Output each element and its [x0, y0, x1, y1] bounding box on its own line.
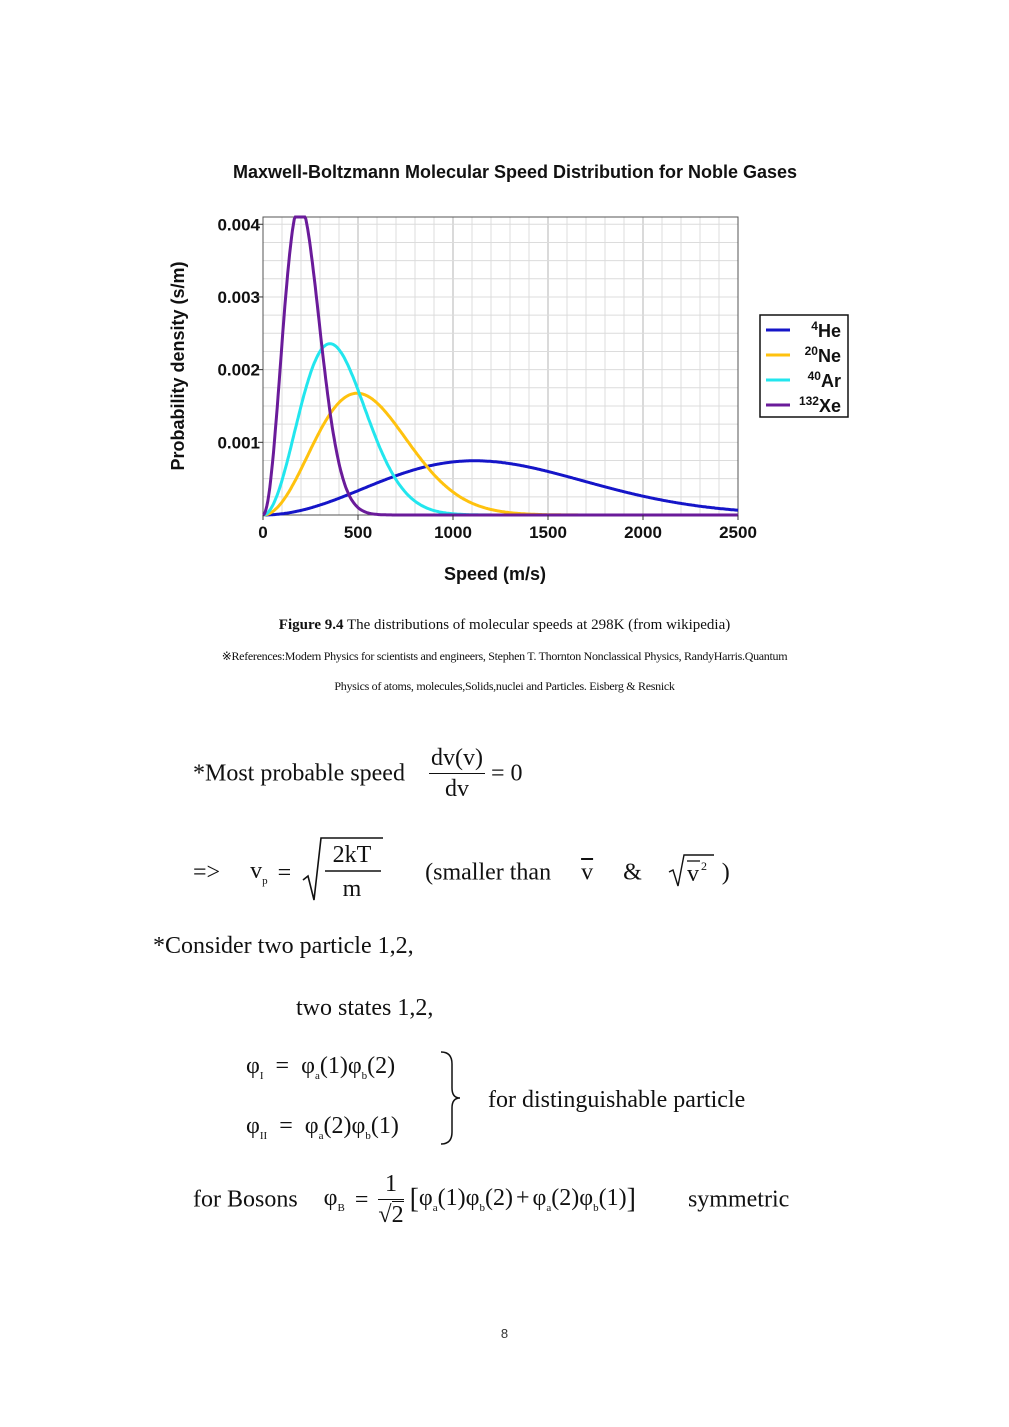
- phi-a-sub: a: [314, 1070, 320, 1082]
- x-axis-label: Speed (m/s): [443, 564, 547, 584]
- plot-frame: [263, 217, 738, 515]
- vp-subscript: p: [262, 874, 268, 887]
- bos-phi-1: φ: [418, 1184, 433, 1211]
- implies-arrow: =>: [193, 859, 221, 886]
- inv-sqrt2-denominator: [378, 1200, 403, 1227]
- y-tick-labels: [217, 215, 263, 452]
- rms-radical-icon: [668, 852, 716, 888]
- smaller-than-text: (smaller than: [425, 859, 552, 886]
- vp-equation: [193, 836, 730, 909]
- legend-label-ar: $^{40}$Ar: [807, 369, 841, 391]
- derivative-denominator: dv: [444, 776, 469, 802]
- bracket-close: ]: [626, 1183, 636, 1215]
- y-tick-label: 0.004: [217, 215, 260, 235]
- figure-label: Figure 9.4: [278, 617, 344, 633]
- sqrt-sign: [301, 836, 383, 909]
- bos-arg-3: (2): [551, 1184, 580, 1211]
- x-tick-label: 1500: [529, 523, 567, 542]
- phi-a-sub-2: a: [318, 1130, 324, 1142]
- phi-b-sub-2: b: [365, 1130, 371, 1142]
- x-tick-label: 2500: [719, 523, 757, 542]
- x-tick-label: 0: [258, 523, 268, 542]
- bosons-label: for Bosons: [193, 1186, 298, 1213]
- phi-B-sub: B: [337, 1201, 345, 1214]
- most-probable-label: *Most probable speed: [193, 760, 405, 787]
- y-tick-label: 0.003: [217, 287, 260, 307]
- vp-equals: =: [277, 859, 292, 886]
- figure-text: The distributions of molecular speeds at 298K (from wikipedia): [343, 617, 731, 633]
- legend-label-he: $^4$He: [811, 319, 841, 341]
- x-tick-label: 500: [343, 523, 373, 542]
- series-line-he: [263, 461, 738, 515]
- close-paren: ): [721, 859, 730, 886]
- derivative-numerator: dv(v): [429, 746, 485, 774]
- symmetric-label: symmetric: [687, 1186, 790, 1213]
- phi-I-equation: [246, 1054, 395, 1082]
- right-brace-icon: [438, 1050, 464, 1146]
- ampersand: &: [623, 859, 642, 886]
- legend-label-ne: $^{20}$Ne: [804, 344, 841, 366]
- vrms-symbol: v: [686, 861, 699, 887]
- bosons-equation: [193, 1172, 789, 1227]
- y-axis-label: Probability density (s/m): [168, 261, 188, 471]
- references-line-1: ※References:Modern Physics for scientists and engineers, Stephen T. Thornton Nonclassical Physics, RandyHarris.Quantum: [221, 649, 788, 663]
- series-line-xe: [263, 217, 738, 515]
- bos-sub-2: b: [479, 1201, 486, 1214]
- phi-symbol: φ: [246, 1053, 260, 1079]
- bos-arg-4: (1): [598, 1184, 627, 1211]
- legend-label-xe: $^{132}$Xe: [798, 394, 841, 416]
- bos-arg-2: (2): [485, 1184, 513, 1211]
- sqrt2-value: 2: [391, 1202, 404, 1228]
- x-tick-label: 1000: [434, 523, 472, 542]
- bosons-equals: =: [354, 1186, 369, 1213]
- bos-arg-1: (1): [437, 1184, 466, 1211]
- most-probable-speed-equation: [193, 746, 523, 801]
- phi-b-symbol: φ: [347, 1053, 362, 1079]
- v-rms: [668, 852, 716, 893]
- y-tick-label: 0.001: [217, 433, 260, 453]
- vp-numerator: 2kT: [332, 842, 372, 868]
- sqrt-radical-icon: [301, 836, 383, 904]
- phi-B-symbol: φ: [323, 1184, 338, 1211]
- bos-sub-3: a: [546, 1201, 552, 1214]
- phi-II-equation: [246, 1114, 399, 1142]
- page-number: 8: [500, 1326, 509, 1341]
- chart-title: Maxwell-Boltzmann Molecular Speed Distribution for Noble Gases: [232, 162, 798, 182]
- phi-II-equals: =: [279, 1113, 293, 1139]
- bos-phi-4: φ: [579, 1184, 594, 1211]
- bos-sub-4: b: [593, 1201, 599, 1214]
- chart-legend: [760, 315, 848, 417]
- x-tick-label: 2000: [624, 523, 662, 542]
- chart-grid: [263, 217, 738, 515]
- phi-b-arg-2: (1): [370, 1113, 399, 1139]
- derivative-rhs: = 0: [490, 760, 523, 787]
- phi-b-arg: (2): [367, 1053, 396, 1079]
- phi-a-arg: (1): [319, 1053, 348, 1079]
- bracket-open: [: [409, 1183, 419, 1215]
- phi-a-arg-2: (2): [323, 1113, 352, 1139]
- inv-sqrt2-numerator: 1: [378, 1172, 403, 1200]
- v-bar: $\overline{v}$: [581, 859, 594, 886]
- sqrt2-radical-icon: √: [378, 1202, 392, 1228]
- vp-denominator: m: [342, 876, 362, 902]
- bos-sub-1: a: [432, 1201, 438, 1214]
- two-states-line: two states 1,2,: [296, 995, 434, 1021]
- phi-I-equals: =: [275, 1053, 290, 1079]
- phi-II-sub: II: [259, 1130, 268, 1142]
- vp-symbol: v: [250, 857, 263, 884]
- series-lines: [263, 217, 738, 515]
- phi-a-symbol-2: φ: [304, 1113, 319, 1139]
- x-tick-labels: [258, 515, 757, 542]
- inv-sqrt2-fraction: [378, 1172, 403, 1227]
- y-tick-label: 0.002: [217, 360, 260, 380]
- vrms-exponent: 2: [700, 859, 707, 873]
- phi-symbol-2: φ: [246, 1113, 260, 1139]
- consider-line: *Consider two particle 1,2,: [153, 933, 414, 959]
- speed-distribution-chart: [150, 150, 870, 600]
- bos-phi-3: φ: [532, 1184, 547, 1211]
- bos-phi-2: φ: [465, 1184, 480, 1211]
- distinguishable-label: for distinguishable particle: [488, 1087, 746, 1113]
- phi-b-sub: b: [361, 1070, 368, 1082]
- derivative-fraction: [429, 746, 485, 801]
- bos-plus: +: [516, 1184, 530, 1211]
- phi-a-symbol: φ: [301, 1053, 315, 1079]
- phi-I-sub: I: [259, 1070, 264, 1082]
- figure-caption: [0, 617, 1009, 634]
- phi-b-symbol-2: φ: [351, 1113, 366, 1139]
- references-line-2: Physics of atoms, molecules,Solids,nuclei and Particles. Eisberg & Resnick: [334, 679, 675, 693]
